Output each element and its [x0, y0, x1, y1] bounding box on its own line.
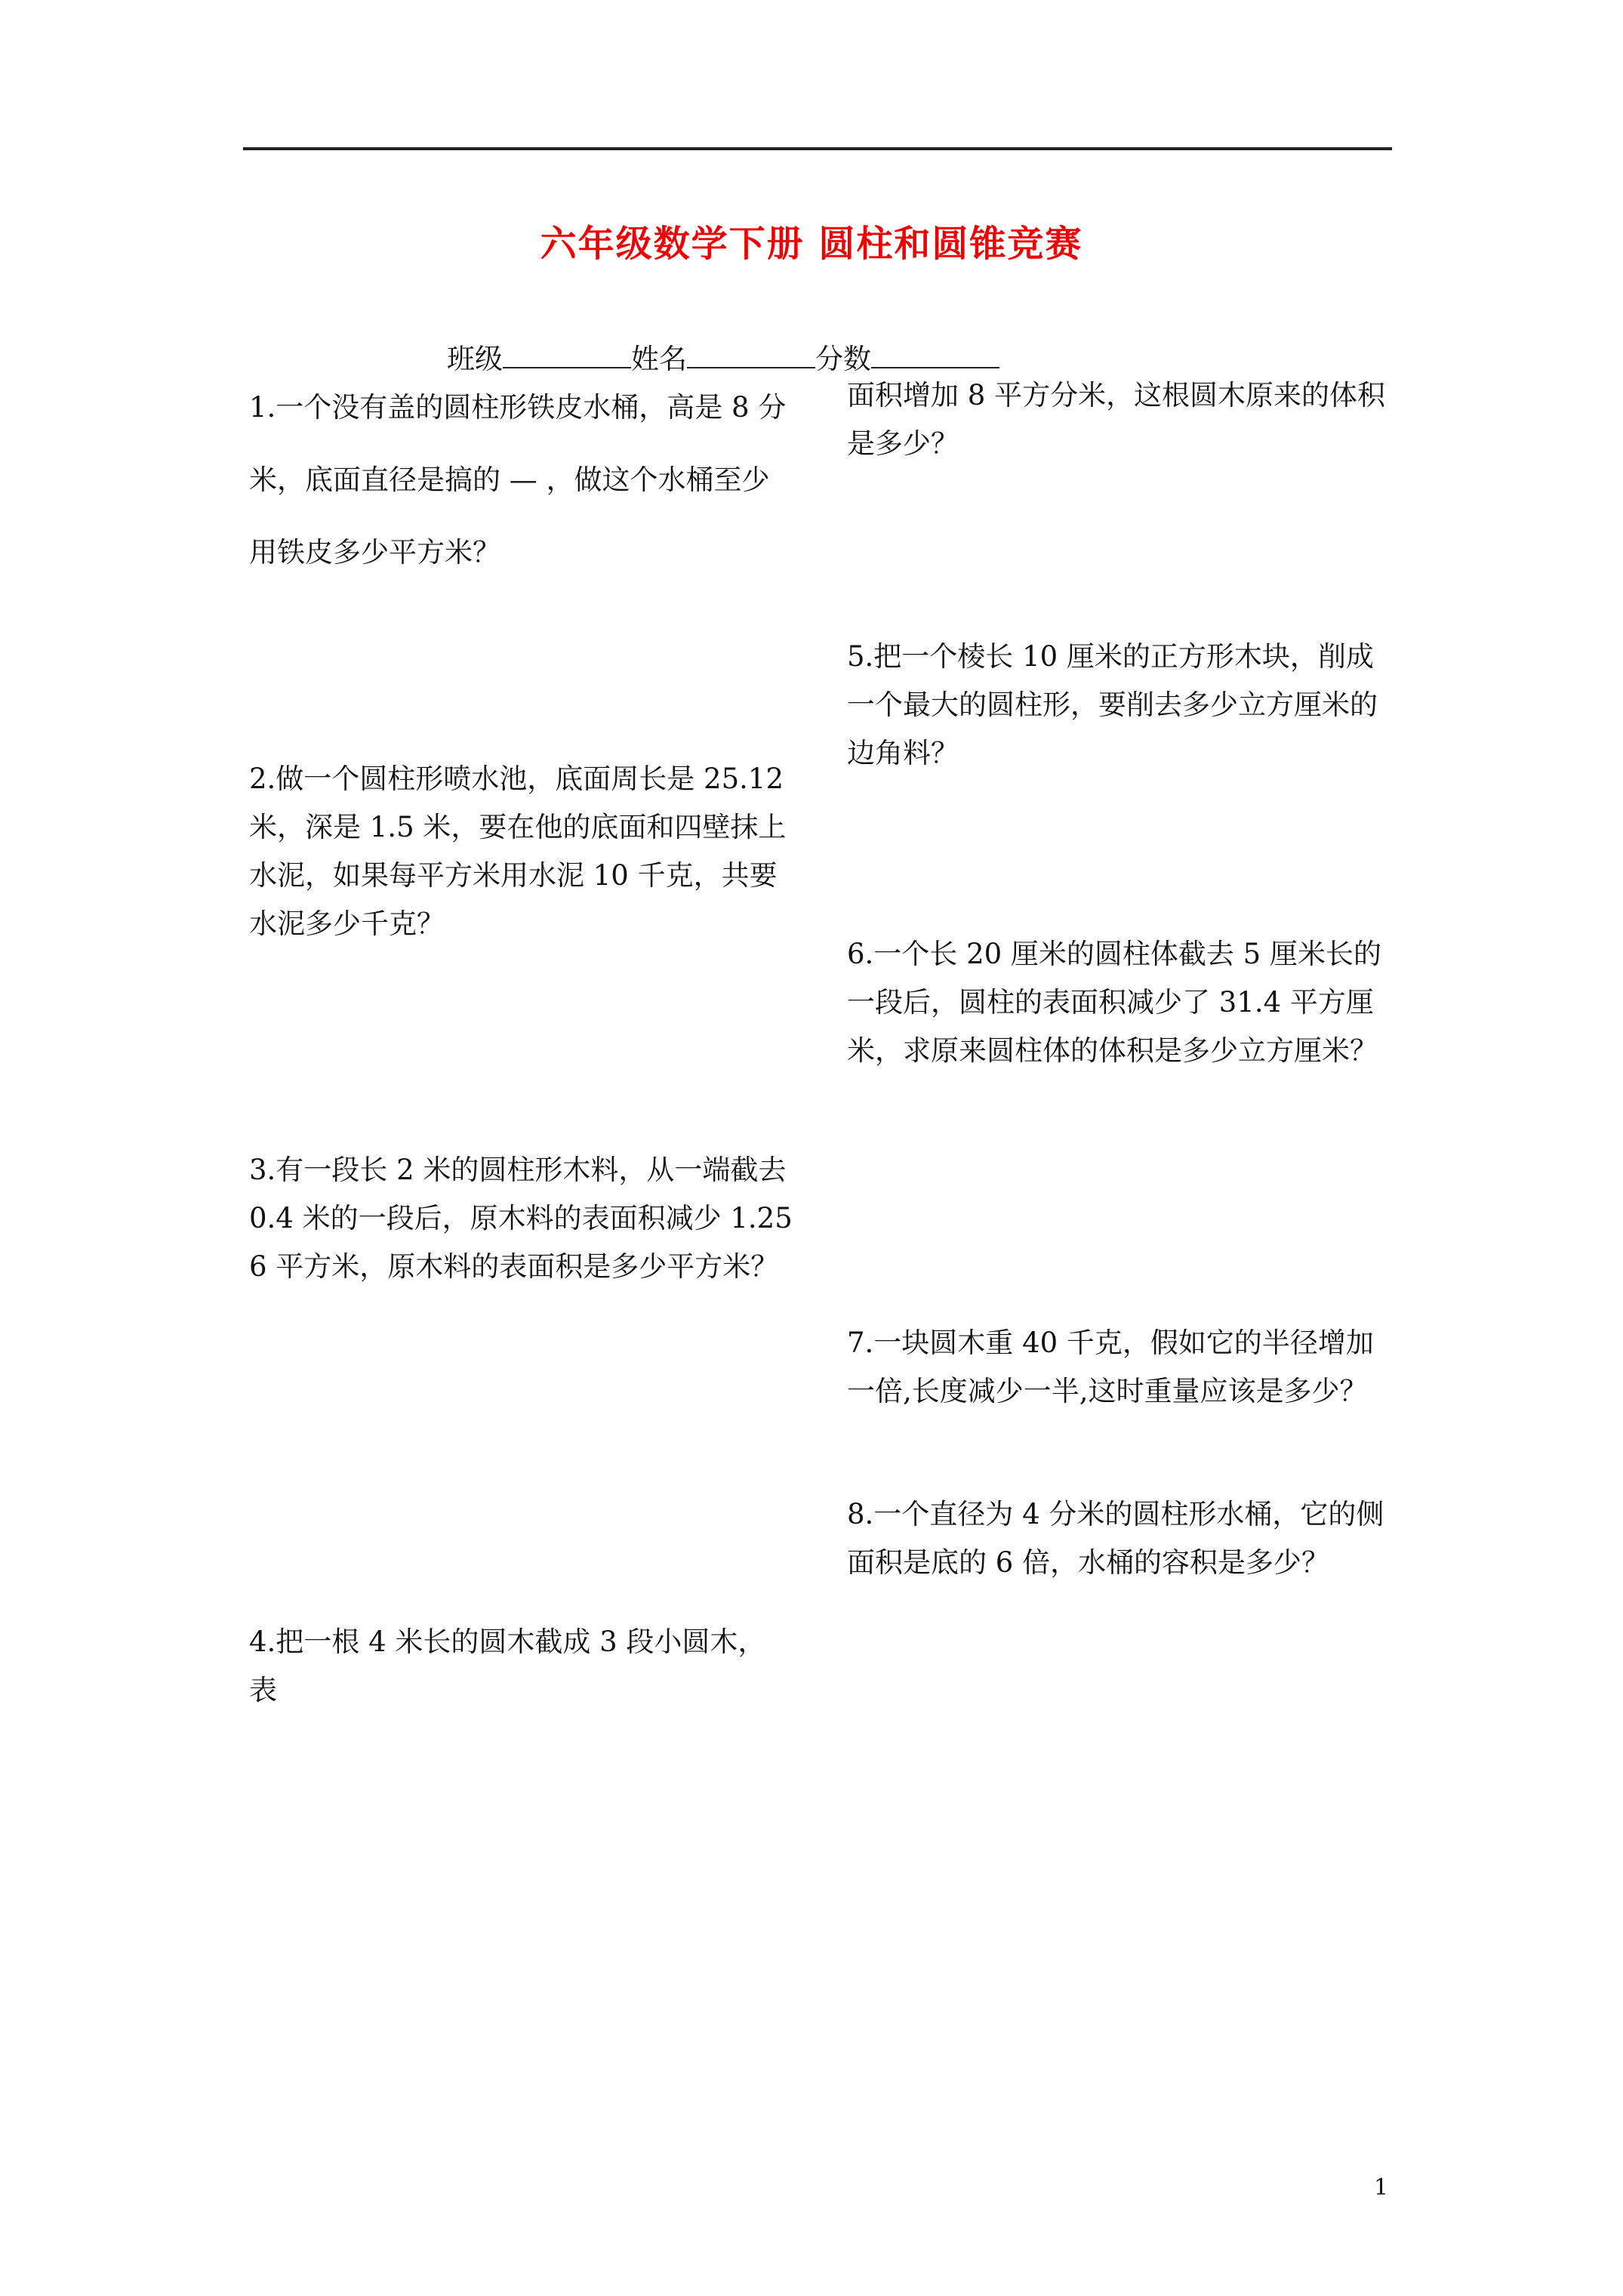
question-1: 1.一个没有盖的圆柱形铁皮水桶，高是 8 分米，底面直径是搞的 — ，做这个水桶至少用铁皮多少平方米？	[249, 391, 787, 569]
header-rule	[243, 147, 1392, 150]
score-label: 分数	[815, 343, 871, 375]
question-6: 6.一个长 20 厘米的圆柱体截去 5 厘米长的一段后，圆柱的表面积减少了 31.4 平方厘米，求原来圆柱体的体积是多少立方厘米？	[847, 938, 1381, 1067]
name-label: 姓名	[631, 343, 687, 375]
page-title: 六年级数学下册 圆柱和圆锥竞赛	[540, 223, 1083, 265]
question-5: 5.把一个棱长 10 厘米的正方形木块，削成一个最大的圆柱形，要削去多少立方厘米的边角料？	[847, 640, 1378, 769]
score-blank[interactable]	[871, 343, 999, 368]
question-2: 2.做一个圆柱形喷水池，底面周长是 25.12 米，深是 1.5 米，要在他的底面和四壁抹上水泥，如果每平方米用水泥 10 千克，共要水泥多少千克？	[249, 763, 787, 940]
name-blank[interactable]	[687, 343, 815, 368]
question-4: 4.把一根 4 米长的圆木截成 3 段小圆木，表	[249, 1626, 766, 1706]
question-4-continued: 面积增加 8 平方分米，这根圆木原来的体积是多少？	[847, 379, 1386, 460]
question-8: 8.一个直径为 4 分米的圆柱形水桶，它的侧面积是底的 6 倍，水桶的容积是多少？	[847, 1498, 1384, 1579]
class-blank[interactable]	[503, 343, 631, 368]
question-7: 7.一块圆木重 40 千克，假如它的半径增加一倍,长度减少一半,这时重量应该是多少？	[847, 1327, 1374, 1407]
page-number: 1	[1374, 2174, 1389, 2201]
question-3: 3.有一段长 2 米的圆柱形木料，从一端截去 0.4 米的一段后，原木料的表面积减少 1.256 平方米，原木料的表面积是多少平方米？	[249, 1154, 793, 1283]
student-info-fields	[447, 336, 999, 377]
class-label: 班级	[447, 343, 503, 375]
